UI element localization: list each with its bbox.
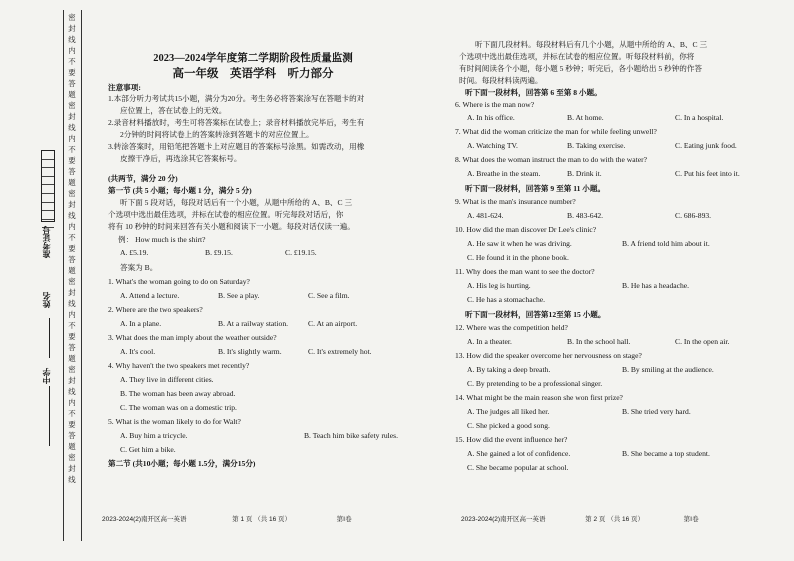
question-9-options (467, 211, 775, 220)
seal-text: 密封线内不要答题密封线内不要答题密封线内不要答题密封线内不要答题密封线内不要答题密封线 (68, 13, 76, 484)
example-label: 例： (118, 235, 134, 244)
option-b: B. At home. (567, 113, 604, 122)
question-4-option-b: B. The woman has been away abroad. (120, 389, 236, 398)
question-10-option-c: C. He found it in the phone book. (467, 253, 569, 262)
option-a: A. He saw it when he was driving. (467, 239, 572, 248)
option-c: C. At an airport. (308, 319, 358, 328)
school-label: 中学 (42, 368, 51, 384)
option-a: A. In his office. (467, 113, 515, 122)
part1-intro-line: 将有 10 秒钟的时间来回答有关小题和阅读下一小题。每段对话仅读一遍。 (108, 222, 355, 231)
question-5-option-c: C. Get him a bike. (120, 445, 176, 454)
question-11-option-c: C. He has a stomachache. (467, 295, 546, 304)
option-a: A. Breathe in the steam. (467, 169, 541, 178)
question-2: 2. Where are the two speakers? (108, 305, 203, 314)
question-14: 14. What might be the main reason she won first prize? (455, 393, 623, 402)
question-15: 15. How did the event influence her? (455, 435, 568, 444)
option-c: C. 686-893. (675, 211, 712, 220)
instruction-9-11: 听下面一段材料，回答第 9 至第 11 小题。 (465, 184, 606, 193)
question-10-options (467, 239, 775, 248)
question-5: 5. What is the woman likely to do for Walt? (108, 417, 241, 426)
question-6: 6. Where is the man now? (455, 100, 535, 109)
option-b: B. Teach him bike safety rules. (303, 431, 398, 440)
option-c: C. In the open air. (675, 337, 730, 346)
footer-left (102, 516, 352, 524)
option-b: B. Drink it. (567, 169, 602, 178)
option-a: A. Watching TV. (467, 141, 518, 150)
option-b: B. She became a top student. (622, 449, 710, 458)
question-9: 9. What is the man's insurance number? (455, 197, 576, 206)
option-b: B. £9.15. (205, 248, 233, 257)
notice-line: 2分钟的时间将试卷上的答案转涂到答题卡的对应位置上。 (120, 130, 314, 139)
question-11: 11. Why does the man want to see the doctor? (455, 267, 595, 276)
option-a: A. In a theater. (467, 337, 512, 346)
option-c: C. £19.15. (285, 248, 317, 257)
option-a: A. In a plane. (120, 319, 162, 328)
question-7: 7. What did the woman criticize the man for while feeling unwell? (455, 127, 657, 136)
question-7-options (467, 141, 775, 150)
part2-intro-line: 有时间阅读各个小题，每小题 5 秒钟；听完后，各小题给出 5 秒钟的作答 (459, 64, 702, 73)
exam-title: 2023—2024学年度第二学期阶段性质量监测 (153, 53, 353, 64)
notice-line: 1.本部分听力考试共15小题，满分为20分。考生务必将答案涂写在答题卡的对 (108, 94, 365, 103)
part2-heading: 第二节 (共10小题；每小题 1.5分，满分15分) (108, 459, 256, 468)
name-underline (49, 318, 50, 358)
question-4-option-a: A. They live in different cities. (120, 375, 214, 384)
option-b: B. At a railway station. (218, 319, 289, 328)
question-12: 12. Where was the competition held? (455, 323, 568, 332)
question-13: 13. How did the speaker overcome her nervousness on stage? (455, 351, 642, 360)
option-b: B. Taking exercise. (567, 141, 626, 150)
option-b: B. A friend told him about it. (622, 239, 710, 248)
footer-right (461, 516, 699, 524)
part1-heading: 第一节 (共 5 小题；每小题 1 分，满分 5 分) (108, 186, 252, 195)
option-a: A. Buy him a tricycle. (120, 431, 188, 440)
question-6-options (467, 113, 775, 122)
part2-intro-line: 听下面几段材料。每段材料后有几个小题，从题中所给的 A、B、C 三 (475, 40, 708, 49)
exam-number-label: 准考证号 (42, 226, 51, 258)
school-underline (49, 386, 50, 446)
question-1-options (120, 291, 398, 300)
option-b: B. By smiling at the audience. (622, 365, 714, 374)
part2-intro-line: 个选项中选出最佳选项，并标在试卷的相应位置。听每段材料前，你将 (459, 52, 695, 61)
instruction-12-15: 听下面一段材料，回答第12至第 15 小题。 (465, 310, 606, 319)
option-c: C. See a film. (308, 291, 350, 300)
footer-volume: 第Ⅰ卷 (683, 516, 699, 523)
option-a: A. It's cool. (120, 347, 156, 356)
footer-page-number: 第 2 页 （共 16 页） (585, 516, 645, 523)
example-answer: 答案为 B。 (120, 263, 158, 272)
option-b: B. 483-642. (567, 211, 604, 220)
question-13-option-c: C. By pretending to be a professional singer. (467, 379, 603, 388)
footer-exam-id: 2023-2024(2)南开区高一英语 (461, 516, 546, 523)
question-1: 1. What's the woman going to do on Saturday? (108, 277, 250, 286)
option-a: A. By taking a deep breath. (467, 365, 551, 374)
question-3-options (120, 347, 398, 356)
option-b: B. In the school hall. (567, 337, 631, 346)
example-options (120, 248, 398, 257)
question-14-option-c: C. She picked a good song. (467, 421, 550, 430)
notice-title: 注意事项: (108, 83, 141, 92)
example-question-text: How much is the shirt? (135, 235, 206, 244)
question-11-options (467, 281, 775, 290)
exam-subtitle: 高一年级 英语学科 听力部分 (172, 68, 334, 80)
option-a: A. £5.19. (120, 248, 149, 257)
question-4-option-c: C. The woman was on a domestic trip. (120, 403, 237, 412)
option-a: A. His leg is hurting. (467, 281, 531, 290)
footer-volume: 第Ⅰ卷 (336, 516, 352, 523)
question-8: 8. What does the woman instruct the man to do with the water? (455, 155, 647, 164)
question-8-options (467, 169, 775, 178)
option-c: C. Eating junk food. (675, 141, 737, 150)
question-3: 3. What does the man imply about the weather outside? (108, 333, 277, 342)
option-c: C. It's extremely hot. (308, 347, 372, 356)
question-14-options (467, 407, 775, 416)
notice-line: 应位置上，答在试卷上的无效。 (120, 106, 227, 115)
example-question (118, 235, 206, 244)
question-15-option-c: C. She became popular at school. (467, 463, 569, 472)
option-a: A. Attend a lecture. (120, 291, 180, 300)
exam-number-boxes (41, 150, 55, 222)
seal-line-right (81, 10, 82, 541)
option-b: B. See a play. (218, 291, 260, 300)
part1-intro-line: 听下面 5 段对话，每段对话后有一个小题，从题中所给的 A、B、C 三 (120, 198, 353, 207)
question-12-options (467, 337, 775, 346)
name-label: 姓名 (42, 292, 51, 308)
notice-line: 3.转涂答案时，用铅笔把答题卡上对应题目的答案标号涂黑。如需改动，用橡 (108, 142, 365, 151)
footer-exam-id: 2023-2024(2)南开区高一英语 (102, 516, 187, 523)
seal-line-left (63, 10, 64, 541)
option-b: B. It's slightly warm. (218, 347, 282, 356)
question-4: 4. Why haven't the two speakers met recently? (108, 361, 250, 370)
option-a: A. She gained a lot of confidence. (467, 449, 571, 458)
part2-intro-line: 时间。每段材料读两遍。 (459, 76, 543, 85)
question-15-options (467, 449, 775, 458)
part1-intro-line: 个选项中选出最佳选项，并标在试卷的相应位置。听完每段对话后，你 (108, 210, 344, 219)
question-10: 10. How did the man discover Dr Lee's clinic? (455, 225, 597, 234)
question-13-options (467, 365, 775, 374)
option-c: C. Put his feet into it. (675, 169, 740, 178)
option-b: B. He has a headache. (622, 281, 690, 290)
notice-line: 2.录音材料播放时，考生可将答案标在试卷上；录音材料播放完毕后，考生有 (108, 118, 365, 127)
question-5-options (120, 431, 398, 440)
option-a: A. 481-624. (467, 211, 504, 220)
option-b: B. She tried very hard. (622, 407, 691, 416)
binding-strip (0, 0, 100, 561)
instruction-6-8: 听下面一段材料，回答第 6 至第 8 小题。 (465, 88, 602, 97)
question-2-options (120, 319, 398, 328)
footer-page-number: 第 1 页 （共 16 页） (232, 516, 292, 523)
option-a: A. The judges all liked her. (467, 407, 550, 416)
section-total: (共两节，满分 20 分) (108, 174, 178, 183)
option-c: C. In a hospital. (675, 113, 724, 122)
notice-line: 皮擦干净后，再选涂其它答案标号。 (120, 154, 242, 163)
